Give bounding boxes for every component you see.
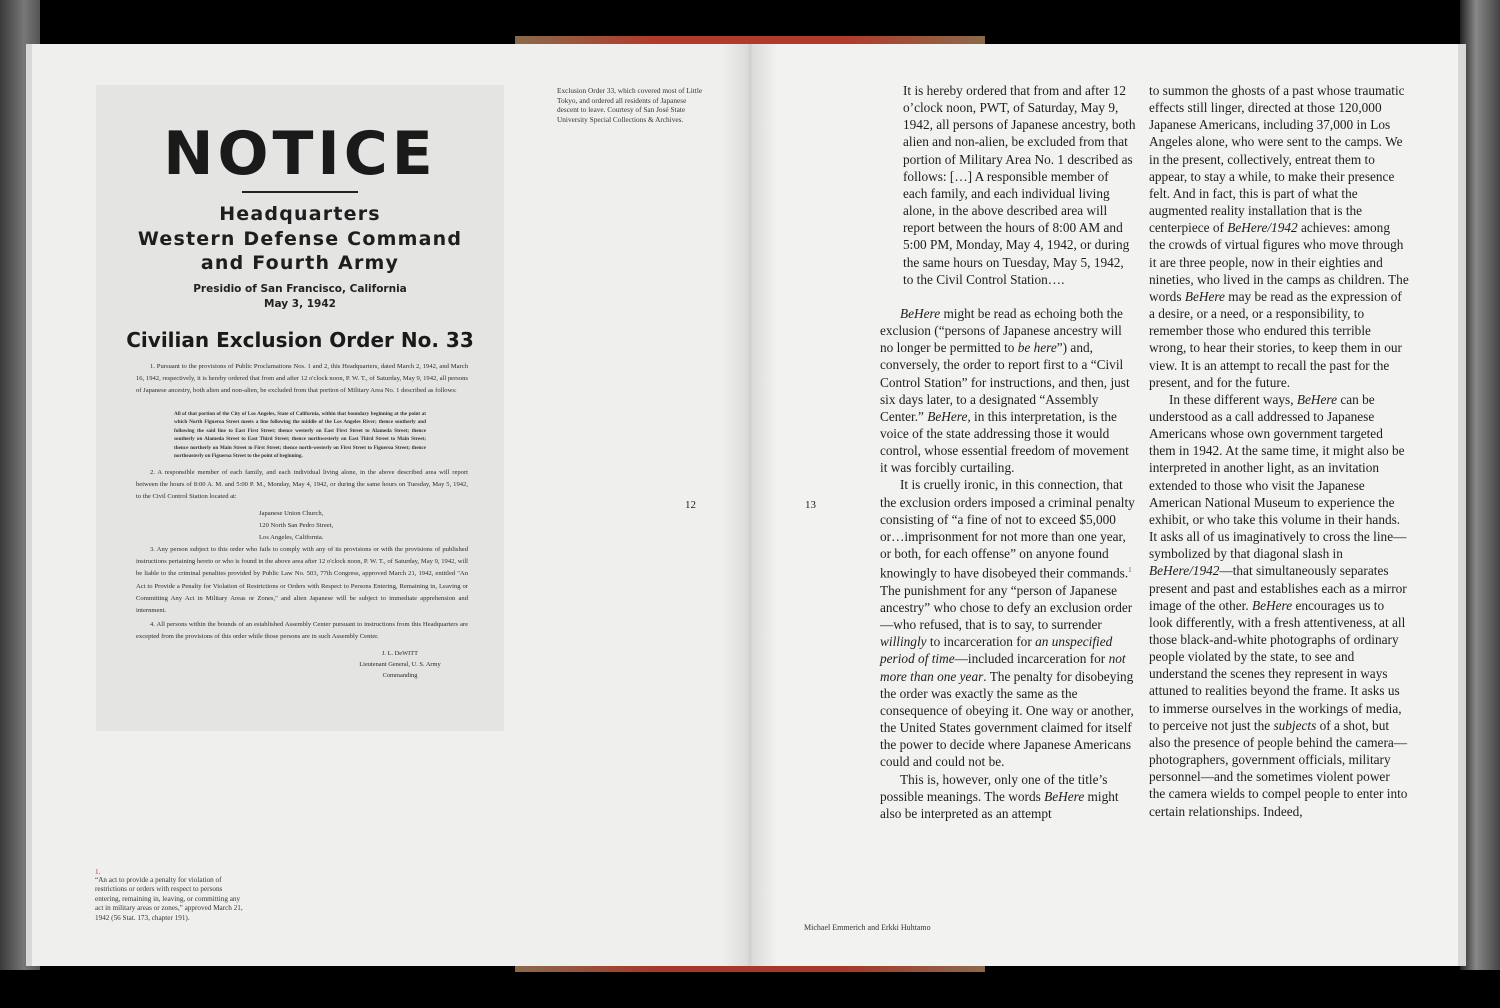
paragraph: BeHere might be read as echoing both the exclusion (“persons of Japanese ancestry will no longer be permitted to be here”) and, conversely, the order to report first to a “Civil Control Station” for instructions, and then, just six days later, to a designated “Assembly Center.” BeHere, in this interpretation, is the voice of the state addressing those it would control, whose essential freedom of movement it was forcibly curtailing. xyxy=(880,305,1130,476)
image-caption: Exclusion Order 33, which covered most of Little Tokyo, and ordered all residents of Japanese descent to leave. Courtesy of San José State University Special Collections & Archives. xyxy=(557,86,703,124)
page-number-left: 12 xyxy=(685,499,696,511)
poster-headquarters: Headquarters Western Defense Command and Fourth Army xyxy=(137,203,463,274)
poster-area-description: All of that portion of the City of Los Angeles, State of California, within that boundary beginning at the point at which North Figueroa Street meets a line following the middle of the Los Angeles River; thence southerly and following the said line to East First Street; thence westerly on East First Street to Alameda Street; thence southerly on Alameda Street to East Third Street; thence northwesterly on East Third Street to Main Street; thence northerly on Main Street to First Street; thence north-westerly on First Street to Figueroa Street; thence northeasterly on Figueroa Street to the point of beginning. xyxy=(174,411,426,460)
poster-paragraph-3: 3. Any person subject to this order who fails to comply with any of its provisions or with the provisions of published instructions pertaining hereto or who is found in the above area after 12 o'clock noon, P. W. T., of Saturday, May 9, 1942, will be liable to the criminal penalties provided by Public Law No. 503, 77th Congress, approved March 21, 1942, entitled "An Act to Provide a Penalty for Violation of Restrictions or Orders with Respect to Persons Entering, Remaining in, Leaving or Committing Any Act in Military Areas or Zones," and alien Japanese will be subject to immediate apprehension and internment. xyxy=(136,546,468,615)
block-quote: It is hereby ordered that from and after 12 o’clock noon, PWT, of Saturday, May 9, 1942, all persons of Japanese ancestry, both alien and non-alien, be excluded from that portion of Military Area No. 1 described as follows: […] A responsible member of each family, and each individual living alone, in the above described area will report between the hours of 8:00 AM and 5:00 PM, Monday, May 4, 1942, or during the same hours on Tuesday, May 5, 1942, to the Civil Control Station…. xyxy=(903,83,1136,287)
footnote-reference[interactable]: 1 xyxy=(1128,566,1132,575)
book-spine-top xyxy=(515,36,985,44)
poster-paragraph-2: 2. A responsible member of each family, and each individual living alone, in the above described area will report between the hours of 8:00 A. M. and 5:00 P. M., Monday, May 4, 1942, or during the same hours on Tuesday, May 5, 1942, to the Civil Control Station located at: xyxy=(136,469,468,501)
footnote-number: 1. xyxy=(95,868,101,876)
paragraph: In these different ways, BeHere can be understood as a call addressed to Japanese Americans whose own government targeted them in 1942. At the same time, it might also be interpreted in another light, as an invitation extended to those who visit the Japanese American National Museum to experience the exhibit, or who take this volume in their hands. It asks all of us imaginatively to cross the line—symbolized by that diagonal slash in BeHere/1942—that simultaneously separates present and past and establishes each as a mirror image of the other. BeHere encourages us to look differently, with a fresh attentiveness, at all those black-and-white photographs of ordinary people violated by the state, to see and understand the scenes they represent in ways attuned to realities beyond the frame. It asks us to immerse ourselves in the workings of media, to perceive not just the subjects of a shot, but also the presence of people behind the camera—photographers, government officials, military personnel—and the sometimes violent power the camera wields to compel people to enter into certain relationships. Indeed, xyxy=(1149,391,1408,819)
text-column-2 xyxy=(1149,82,1409,820)
paragraph: This is, however, only one of the title’s possible meanings. The words BeHere might also be interpreted as an attempt xyxy=(880,771,1119,821)
page-number-right: 13 xyxy=(805,499,816,511)
book-gutter xyxy=(722,44,778,966)
exclusion-order-poster xyxy=(96,85,504,731)
poster-order-title: Civilian Exclusion Order No. 33 xyxy=(126,328,474,352)
poster-title: NOTICE xyxy=(163,119,437,189)
text-column-1 xyxy=(880,82,1136,822)
paragraph: It is cruelly ironic, in this connection, that the exclusion orders imposed a criminal penalty consisting of “a fine of not to exceed $5,000 or…imprisonment for not more than one year, or both, for each offense” on anyone found knowingly to have disobeyed their commands.$^1$ The punishment for any “person of Japanese ancestry” who chose to defy an exclusion order—who refused, that is to say, to surrender willingly to incarceration for an unspecified period of time—included incarceration for not more than one year. The penalty for disobeying the order was exactly the same as the consequence of obeying it. One way or another, the United States government claimed for itself the power to decide where Japanese Americans could and could not be. xyxy=(880,477,1135,770)
poster-paragraph-4: 4. All persons within the bounds of an established Assembly Center pursuant to instructions from this Headquarters are excepted from the provisions of this order while those persons are in such Assembly Center. xyxy=(136,621,468,641)
background-right xyxy=(1460,0,1500,1008)
poster-paragraph-1: 1. Pursuant to the provisions of Public Proclamations Nos. 1 and 2, this Headquarters, dated March 2, 1942, and March 16, 1942, respectively, it is hereby ordered that from and after 12 o'clock noon, P. W. T., of Saturday, May 9, 1942, all persons of Japanese ancestry, both alien and non-alien, be excluded from that portion of Military Area No. 1 described as follows: xyxy=(136,363,468,395)
background-top xyxy=(0,0,1500,38)
poster-signature: J. L. DeWITT Lieutenant General, U. S. Army Commanding xyxy=(359,650,441,679)
poster-location-date: Presidio of San Francisco, California May 3, 1942 xyxy=(193,283,407,310)
footnote-text: “An act to provide a penalty for violation of restrictions or orders with respect to persons entering, remaining in, leaving, or committing any act in military areas or zones,” approved March 21, 1942 (56 Stat. 173, chapter 191). xyxy=(95,876,243,922)
paragraph: to summon the ghosts of a past whose traumatic effects still linger, directed at those 120,000 Japanese Americans, including 37,000 in Los Angeles alone, who were sent to the camps. We in the present, collectively, entreat them to appear, to stay a while, to make their presence felt. And in fact, this is part of what the augmented reality installation that is the centerpiece of BeHere/1942 achieves: among the crowds of virtual figures who move through it are three people, now in their eighties and nineties, who lived in the camps as children. The words BeHere may be read as the expression of a desire, or a need, or a responsibility, to remember those who endured this terrible wrong, to hear their stories, to keep them in our view. It is an attempt to recall the past for the present, and for the future. xyxy=(1149,83,1409,390)
background-bottom xyxy=(0,970,1500,1008)
running-footer-authors: Michael Emmerich and Erkki Huhtamo xyxy=(804,923,931,932)
poster-rule xyxy=(242,191,358,193)
poster-address: Japanese Union Church, 120 North San Pedro Street, Los Angeles, California. xyxy=(259,510,334,542)
